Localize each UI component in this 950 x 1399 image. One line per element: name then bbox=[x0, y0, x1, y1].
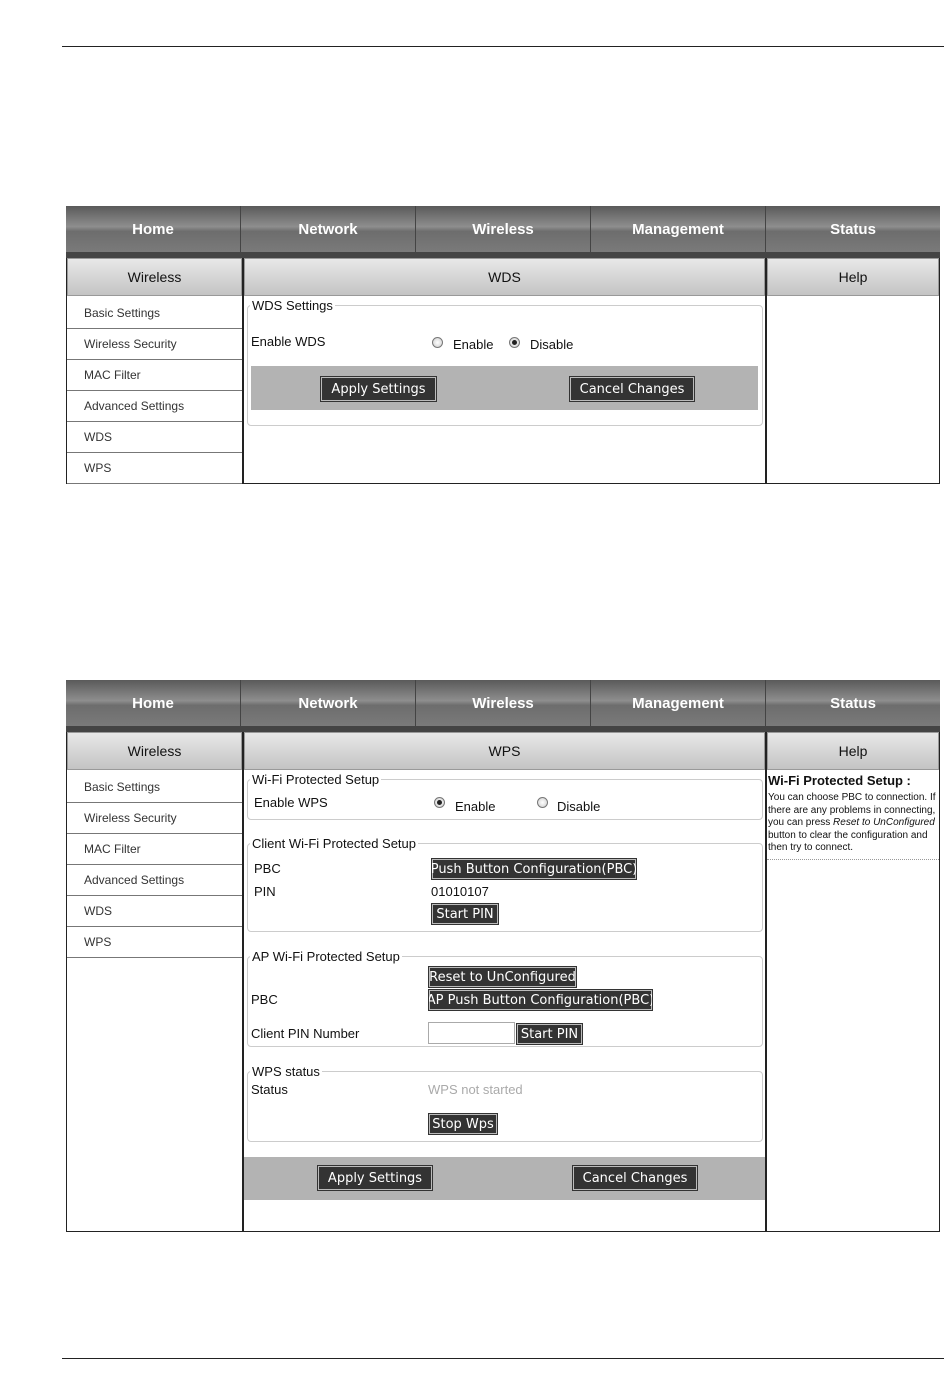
nav-status[interactable]: Status bbox=[830, 220, 876, 238]
sidebar-item-basic-settings[interactable]: Basic Settings bbox=[67, 772, 242, 803]
client-start-pin-button[interactable]: Start PIN bbox=[432, 904, 498, 924]
help-panel bbox=[767, 258, 939, 483]
sidebar-title: Wireless bbox=[67, 258, 242, 296]
help-title: Help bbox=[767, 258, 939, 296]
wps-disable-radio[interactable] bbox=[537, 797, 548, 808]
sidebar-item-mac-filter[interactable]: MAC Filter bbox=[67, 360, 242, 391]
wps-enable-radio[interactable] bbox=[434, 797, 445, 808]
sidebar-item-basic-settings[interactable]: Basic Settings bbox=[67, 298, 242, 329]
content-frame bbox=[66, 258, 940, 484]
stop-wps-button[interactable]: Stop Wps bbox=[429, 1114, 497, 1134]
sidebar-item-mac-filter[interactable]: MAC Filter bbox=[67, 834, 242, 865]
sidebar-item-wps[interactable]: WPS bbox=[67, 453, 242, 484]
sidebar-item-wireless-security[interactable]: Wireless Security bbox=[67, 803, 242, 834]
wps-enable-label: Enable bbox=[455, 799, 496, 814]
ap-pbc-label: PBC bbox=[251, 992, 278, 1007]
main-panel bbox=[244, 258, 767, 483]
help-panel bbox=[767, 732, 939, 1231]
wds-enable-label: Enable bbox=[453, 337, 494, 352]
top-nav bbox=[66, 206, 940, 252]
fieldset-legend: WPS status bbox=[252, 1064, 320, 1079]
enable-wds-label: Enable WDS bbox=[251, 334, 326, 349]
ap-push-button-config-button[interactable]: AP Push Button Configuration(PBC) bbox=[429, 990, 652, 1010]
sidebar-item-wds[interactable]: WDS bbox=[67, 422, 242, 453]
status-label: Status bbox=[251, 1082, 288, 1097]
fieldset-legend: Client Wi-Fi Protected Setup bbox=[252, 836, 417, 851]
help-title: Help bbox=[767, 732, 939, 770]
client-pin-input[interactable] bbox=[428, 1022, 515, 1044]
bottom-rule bbox=[62, 1358, 944, 1359]
nav-network[interactable]: Network bbox=[241, 680, 416, 726]
fieldset-legend: WDS Settings bbox=[252, 298, 333, 313]
wds-disable-radio[interactable] bbox=[509, 337, 520, 348]
ap-start-pin-button[interactable]: Start PIN bbox=[517, 1024, 582, 1044]
sidebar-item-advanced-settings[interactable]: Advanced Settings bbox=[67, 391, 242, 422]
nav-status[interactable]: Status bbox=[830, 694, 876, 712]
page-title: WDS bbox=[244, 258, 765, 296]
wds-enable-radio[interactable] bbox=[432, 337, 443, 348]
nav-wireless[interactable]: Wireless bbox=[416, 680, 591, 726]
client-pin-number-label: Client PIN Number bbox=[251, 1026, 360, 1041]
apply-settings-button[interactable]: Apply Settings bbox=[318, 1166, 432, 1190]
cancel-changes-button[interactable]: Cancel Changes bbox=[570, 377, 694, 401]
wps-status-fieldset bbox=[247, 1064, 763, 1142]
help-text-part: button to clear the configuration and then try to connect. bbox=[768, 829, 928, 854]
nav-management[interactable]: Management bbox=[591, 680, 766, 726]
sidebar-item-wireless-security[interactable]: Wireless Security bbox=[67, 329, 242, 360]
page-title: WPS bbox=[244, 732, 765, 770]
content-frame bbox=[66, 732, 940, 1232]
help-text-part: You can choose PBC to connection. If there are any problems in connecting, you can press bbox=[768, 792, 936, 829]
help-heading: Wi-Fi Protected Setup : bbox=[768, 773, 911, 788]
nav-network[interactable]: Network bbox=[241, 206, 416, 252]
sidebar-item-wds[interactable]: WDS bbox=[67, 896, 242, 927]
nav-management[interactable]: Management bbox=[591, 206, 766, 252]
client-wps-fieldset bbox=[247, 836, 763, 932]
wds-screen bbox=[66, 206, 940, 485]
main-panel bbox=[244, 732, 767, 1231]
fieldset-legend: Wi-Fi Protected Setup bbox=[252, 772, 380, 787]
wps-disable-label: Disable bbox=[557, 799, 601, 814]
wds-disable-label: Disable bbox=[530, 337, 574, 352]
client-pbc-label: PBC bbox=[254, 861, 281, 876]
nav-home[interactable]: Home bbox=[66, 680, 241, 726]
reset-unconfigured-button[interactable]: Reset to UnConfigured bbox=[429, 967, 576, 987]
help-text-italic: Reset to UnConfigured bbox=[833, 817, 935, 829]
nav-wireless[interactable]: Wireless bbox=[416, 206, 591, 252]
sidebar-item-advanced-settings[interactable]: Advanced Settings bbox=[67, 865, 242, 896]
sidebar bbox=[67, 258, 244, 483]
enable-wps-label: Enable WPS bbox=[254, 795, 328, 810]
sidebar-item-wps[interactable]: WPS bbox=[67, 927, 242, 958]
status-value: WPS not started bbox=[428, 1082, 523, 1097]
top-nav bbox=[66, 680, 940, 726]
help-text bbox=[768, 792, 939, 855]
top-rule bbox=[62, 46, 944, 47]
help-divider bbox=[767, 859, 939, 860]
pin-value: 01010107 bbox=[431, 884, 489, 899]
nav-home[interactable]: Home bbox=[66, 206, 241, 252]
sidebar bbox=[67, 732, 244, 1231]
push-button-config-button[interactable]: Push Button Configuration(PBC) bbox=[432, 859, 636, 879]
sidebar-title: Wireless bbox=[67, 732, 242, 770]
cancel-changes-button[interactable]: Cancel Changes bbox=[573, 1166, 697, 1190]
wps-screen bbox=[66, 680, 940, 1233]
fieldset-legend: AP Wi-Fi Protected Setup bbox=[252, 949, 400, 964]
apply-settings-button[interactable]: Apply Settings bbox=[321, 377, 436, 401]
pin-label: PIN bbox=[254, 884, 276, 899]
